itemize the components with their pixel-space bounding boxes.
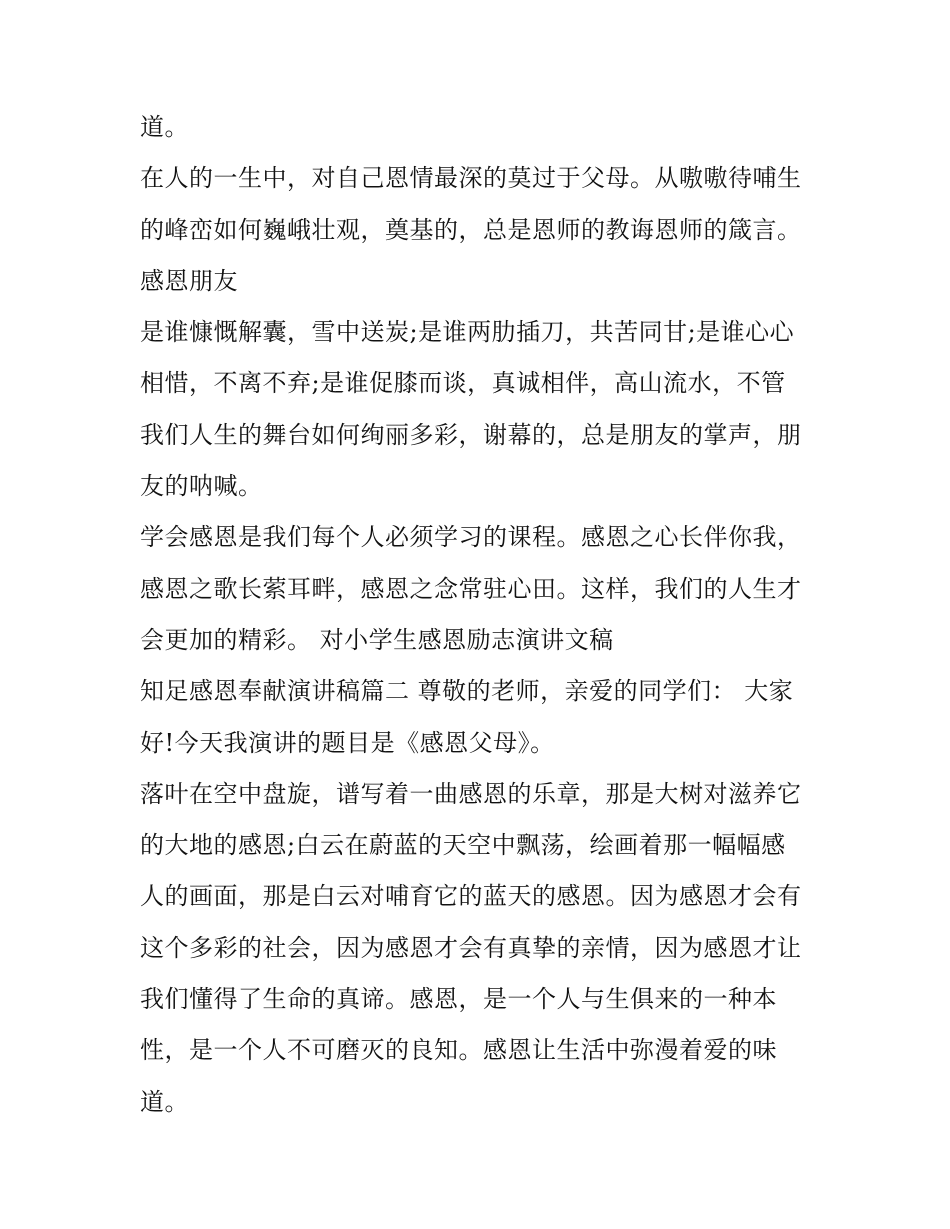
body-text [140, 102, 820, 1128]
text-line: 性，是一个人不可磨灭的良知。感恩让生活中弥漫着爱的味 [140, 1036, 777, 1065]
text-line: 学会感恩是我们每个人必须学习的课程。感恩之心长伴你我， [140, 523, 802, 552]
text-line: 人的画面，那是白云对哺育它的蓝天的感恩。因为感恩才会有 [140, 882, 802, 911]
text-line: 的大地的感恩;白云在蔚蓝的天空中飘荡，绘画着那一幅幅感 [140, 831, 786, 860]
text-line: 这个多彩的社会，因为感恩才会有真挚的亲情，因为感恩才让 [140, 933, 802, 962]
text-line: 友的呐喊。 [140, 472, 263, 501]
text-line: 感恩之歌长萦耳畔，感恩之念常驻心田。这样，我们的人生才 [140, 574, 802, 603]
text-line: 我们懂得了生命的真谛。感恩，是一个人与生俱来的一种本 [140, 985, 777, 1014]
text-line: 知足感恩奉献演讲稿篇二 尊敬的老师，亲爱的同学们： 大家 [140, 677, 794, 706]
text-line: 是谁慷慨解囊，雪中送炭;是谁两肋插刀，共苦同甘;是谁心心 [140, 318, 795, 347]
text-line: 落叶在空中盘旋，谱写着一曲感恩的乐章，那是大树对滋养它 [140, 779, 802, 808]
text-line: 好!今天我演讲的题目是《感恩父母》。 [140, 728, 555, 757]
text-line: 的峰峦如何巍峨壮观，奠基的，总是恩师的教诲恩师的箴言。 [140, 215, 802, 244]
text-line: 会更加的精彩。 对小学生感恩励志演讲文稿 [140, 625, 614, 654]
text-line: 在人的一生中，对自己恩情最深的莫过于父母。从嗷嗷待哺生 [140, 164, 802, 193]
section-heading: 感恩朋友 [140, 266, 238, 295]
text-line: 道。 [140, 1087, 189, 1116]
text-line: 我们人生的舞台如何绚丽多彩，谢幕的，总是朋友的掌声，朋 [140, 420, 802, 449]
text-line: 道。 [140, 113, 189, 141]
text-line: 相惜，不离不弃;是谁促膝而谈，真诚相伴，高山流水，不管 [140, 369, 786, 398]
